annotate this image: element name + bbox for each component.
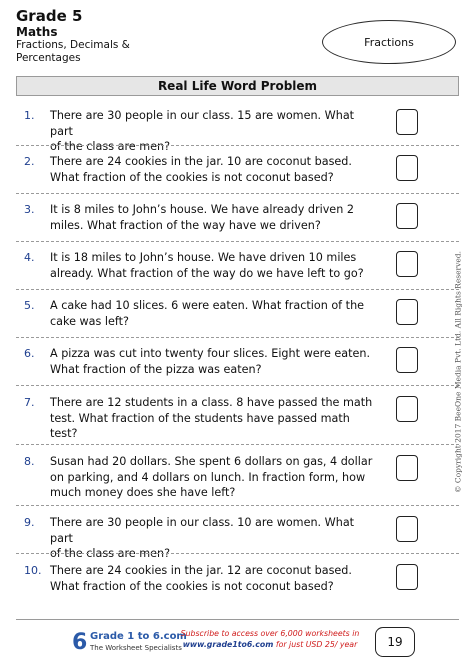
question-text (50, 202, 380, 233)
answer-box[interactable] (396, 109, 418, 135)
question-text (50, 395, 380, 442)
question-number: 7. (24, 396, 35, 409)
topic-line-2: Percentages (16, 52, 81, 64)
question-text (50, 154, 380, 185)
question-text-line: There are 24 cookies in the jar. 12 are coconut based. (50, 564, 352, 577)
topic-badge: Fractions (322, 20, 456, 64)
answer-box[interactable] (396, 203, 418, 229)
answer-box[interactable] (396, 155, 418, 181)
question-separator (16, 193, 459, 194)
question-number: 6. (24, 347, 35, 360)
worksheet-title: Real Life Word Problem (16, 76, 459, 96)
question-text-line: There are 30 people in our class. 10 are women. What part (50, 516, 355, 545)
question-text-line: What fraction of the cookies is not coconut based? (50, 170, 334, 184)
question-text-line: on parking, and 4 dollars on lunch. In fraction form, how (50, 470, 366, 484)
site-logo[interactable] (72, 629, 187, 659)
question-text-line: What fraction of the pizza was eaten? (50, 362, 262, 376)
question-text (50, 515, 380, 562)
page-number: 19 (375, 627, 415, 657)
logo-name: Grade 1 to 6.com (90, 631, 187, 642)
copyright-notice: © Copyright 2017 BeeOne Media Pvt. Ltd. All Rights Reserved. (453, 251, 463, 493)
question-separator (16, 289, 459, 290)
question-separator (16, 337, 459, 338)
question-number: 1. (24, 109, 35, 122)
question-text (50, 454, 380, 501)
question-text-line: A cake had 10 slices. 6 were eaten. What fraction of the (50, 299, 365, 312)
question-number: 2. (24, 155, 35, 168)
answer-box[interactable] (396, 564, 418, 590)
question-number: 10. (24, 564, 42, 577)
question-number: 9. (24, 516, 35, 529)
answer-box[interactable] (396, 347, 418, 373)
promo-line-1: Subscribe to access over 6,000 worksheets in (180, 629, 360, 638)
question-separator (16, 444, 459, 445)
answer-box[interactable] (396, 251, 418, 277)
answer-box[interactable] (396, 299, 418, 325)
question-text-line: much money does she have left? (50, 486, 236, 499)
question-text-line: There are 12 students in a class. 8 have passed the math (50, 396, 373, 409)
question-text (50, 563, 380, 594)
answer-box[interactable] (396, 516, 418, 542)
answer-box[interactable] (396, 396, 418, 422)
question-number: 8. (24, 455, 35, 468)
question-text-line: What fraction of the cookies is not coconut based? (50, 579, 334, 593)
logo-tagline: The Worksheet Specialists (90, 644, 182, 652)
question-separator (16, 385, 459, 386)
question-text-line: cake was left? (50, 314, 129, 328)
subject-label: Maths (16, 25, 58, 39)
question-text-line: test? (50, 427, 78, 440)
question-text-line: test. What fraction of the students have passed math (50, 411, 350, 425)
question-separator (16, 145, 459, 146)
subscribe-promo (172, 628, 368, 650)
question-text-line: It is 8 miles to John’s house. We have already driven 2 (50, 203, 354, 216)
question-text (50, 298, 380, 329)
question-text (50, 108, 380, 155)
question-text (50, 346, 380, 377)
question-text-line: of the class are men? (50, 547, 171, 560)
question-separator (16, 505, 459, 506)
question-number: 5. (24, 299, 35, 312)
logo-icon: 6 (72, 630, 88, 655)
question-text-line: There are 30 people in our class. 15 are women. What part (50, 109, 355, 138)
promo-line-2-rest: for just USD 25/ year (273, 640, 358, 649)
question-separator (16, 241, 459, 242)
question-text (50, 250, 380, 281)
question-number: 4. (24, 251, 35, 264)
worksheet-header (16, 8, 130, 65)
question-number: 3. (24, 203, 35, 216)
promo-link[interactable]: www.grade1to6.com (182, 640, 274, 649)
question-separator (16, 553, 459, 554)
question-text-line: It is 18 miles to John’s house. We have driven 10 miles (50, 251, 357, 264)
promo-line-2 (172, 639, 368, 650)
answer-box[interactable] (396, 455, 418, 481)
question-text-line: Susan had 20 dollars. She spent 6 dollars on gas, 4 dollar (50, 455, 373, 468)
question-text-line: There are 24 cookies in the jar. 10 are coconut based. (50, 155, 352, 168)
question-text-line: of the class are men? (50, 140, 171, 153)
grade-label: Grade 5 (16, 7, 83, 25)
footer-divider (16, 619, 459, 620)
question-text-line: already. What fraction of the way do we have left to go? (50, 266, 364, 280)
question-text-line: A pizza was cut into twenty four slices. Eight were eaten. (50, 347, 371, 360)
question-text-line: miles. What fraction of the way have we driven? (50, 218, 321, 232)
topic-line-1: Fractions, Decimals & (16, 39, 130, 51)
